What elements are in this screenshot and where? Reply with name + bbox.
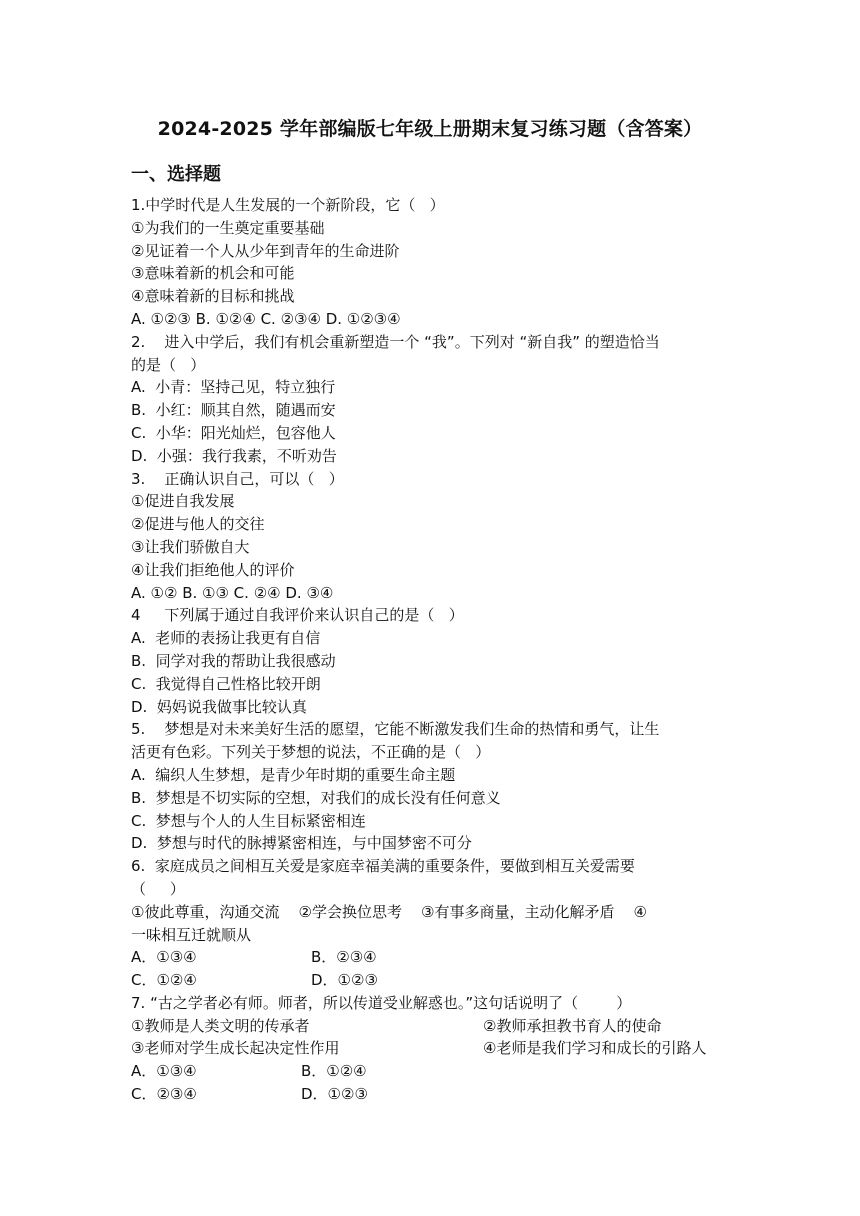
options-row-1 [131, 1060, 731, 1083]
document-title: 2024-2025 学年部编版七年级上册期末复习练习题（含答案） [157, 118, 703, 140]
statements-row-2 [131, 1037, 731, 1060]
option-d: D. 梦想与时代的脉搏紧密相连，与中国梦密不可分 [131, 834, 472, 853]
option-b: B．②③④ [311, 948, 377, 967]
question-stem: 3. 正确认识自己，可以（ ） [131, 469, 344, 488]
option-b: B．①②④ [301, 1062, 367, 1081]
question-stem-line-1: 5. 梦想是对未来美好生活的愿望，它能不断激发我们生命的热情和勇气，让生 [131, 720, 660, 739]
statements-row-1 [131, 1015, 731, 1038]
statement-2: ②见证着一个人从少年到青年的生命进阶 [131, 241, 400, 260]
option-d: D．①②③ [301, 1085, 368, 1104]
question-stem-line-2: 的是（ ） [131, 355, 206, 374]
statement-4: ④意味着新的目标和挑战 [131, 287, 295, 306]
statement-4: ④老师是我们学习和成长的引路人 [483, 1039, 707, 1058]
statement-4: ④让我们拒绝他人的评价 [131, 560, 295, 579]
statement-1: ①教师是人类文明的传承者 [131, 1016, 310, 1035]
statement-2: ②教师承担教书育人的使命 [483, 1016, 662, 1035]
option-c: C. 小华：阳光灿烂，包容他人 [131, 423, 336, 442]
question-3 [131, 468, 731, 605]
option-a: A. 老师的表扬让我更有自信 [131, 629, 321, 648]
question-stem-line-2: （ ） [131, 879, 185, 898]
statement-2: ②促进与他人的交往 [131, 515, 265, 534]
question-stem: 4 下列属于通过自我评价来认识自己的是（ ） [131, 606, 464, 625]
option-c: C. 我觉得自己性格比较开朗 [131, 674, 321, 693]
statement-1: ①促进自我发展 [131, 492, 235, 511]
answer-options: A. ①②③ B. ①②④ C. ②③④ D. ①②③④ [131, 309, 401, 328]
option-c: C. 梦想与个人的人生目标紧密相连 [131, 811, 366, 830]
section-heading: 一、选择题 [131, 164, 221, 185]
statements-line-1: ①彼此尊重，沟通交流 ②学会换位思考 ③有事多商量，主动化解矛盾 ④ [131, 902, 648, 921]
question-6 [131, 855, 731, 992]
options-row-2 [131, 1083, 731, 1106]
statement-1: ①为我们的一生奠定重要基础 [131, 218, 325, 237]
answer-options: A. ①② B. ①③ C. ②④ D. ③④ [131, 583, 334, 602]
option-b: B. 同学对我的帮助让我很感动 [131, 651, 336, 670]
statements-line-2: 一味相互迁就顺从 [131, 925, 252, 944]
question-7 [131, 992, 731, 1106]
statement-3: ③老师对学生成长起决定性作用 [131, 1039, 340, 1058]
option-a: A. 编织人生梦想，是青少年时期的重要生命主题 [131, 765, 456, 784]
question-1 [131, 194, 731, 331]
question-4 [131, 604, 731, 718]
options-row-1 [131, 946, 731, 969]
option-d: D．①②③ [311, 971, 378, 990]
question-stem-line-1: 6. 家庭成员之间相互关爱是家庭幸福美满的重要条件，要做到相互关爱需要 [131, 857, 635, 876]
question-list [131, 194, 731, 1106]
options-row-2 [131, 969, 731, 992]
option-d: D. 妈妈说我做事比较认真 [131, 697, 307, 716]
question-stem: 1.中学时代是人生发展的一个新阶段，它（ ） [131, 196, 445, 214]
statement-3: ③让我们骄傲自大 [131, 537, 250, 556]
option-d: D. 小强：我行我素，不听劝告 [131, 446, 337, 465]
question-2 [131, 331, 731, 468]
option-c: C．①②④ [131, 971, 197, 990]
option-a: A．①③④ [131, 948, 197, 967]
option-a: A. 小青：坚持己见，特立独行 [131, 378, 336, 397]
question-5 [131, 718, 731, 855]
option-c: C．②③④ [131, 1085, 197, 1104]
option-b: B. 梦想是不切实际的空想，对我们的成长没有任何意义 [131, 788, 501, 807]
option-b: B. 小红：顺其自然，随遇而安 [131, 401, 336, 420]
question-stem-line-2: 活更有色彩。下列关于梦想的说法，不正确的是（ ） [131, 743, 491, 762]
statement-3: ③意味着新的机会和可能 [131, 264, 295, 283]
question-stem: 7. “古之学者必有师。师者，所以传道受业解惑也。”这句话说明了（ ） [131, 993, 632, 1012]
option-a: A．①③④ [131, 1062, 197, 1081]
question-stem-line-1: 2. 进入中学后，我们有机会重新塑造一个 “我”。下列对 “新自我” 的塑造恰当 [131, 332, 660, 351]
